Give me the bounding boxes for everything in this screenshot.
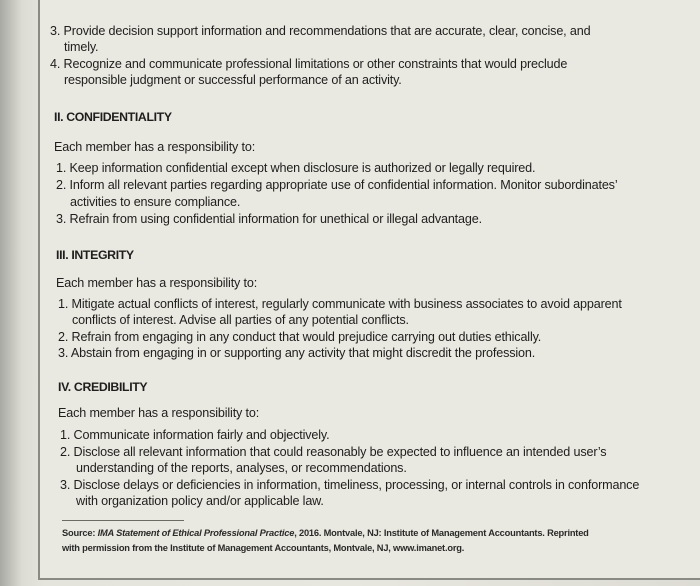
section-heading-integrity: III. INTEGRITY [56,248,134,262]
list-item: 1. Mitigate actual conflicts of interest, regularly communicate with business associates to avoid apparent [58,297,622,311]
source-title: IMA Statement of Ethical Professional Practice [97,528,295,538]
section-heading-confidentiality: II. CONFIDENTIALITY [54,110,172,124]
list-item-continuation: with organization policy and/or applicable law. [76,494,324,508]
list-item: 3. Refrain from using confidential information for unethical or illegal advantage. [56,212,482,226]
list-item: 1. Communicate information fairly and objectively. [60,428,330,442]
source-divider [62,520,184,521]
section-intro: Each member has a responsibility to: [56,276,258,290]
list-item: 2. Refrain from engaging in any conduct that would prejudice carrying out duties ethically. [58,330,542,344]
list-item-4-line1: 4. Recognize and communicate professional limitations or other constraints that would preclude [50,57,568,71]
document-box [38,0,700,580]
section-intro: Each member has a responsibility to: [58,406,260,420]
list-item-continuation: conflicts of interest. Advise all parties of any potential conflicts. [72,313,409,327]
source-citation-line2: with permission from the Institute of Management Accountants, Montvale, NJ, www.imanet.org. [62,543,465,553]
list-item: 1. Keep information confidential except when disclosure is authorized or legally required. [56,161,536,175]
list-item-3-line2: timely. [64,40,99,54]
section-heading-credibility: IV. CREDIBILITY [58,380,148,394]
list-item: 2. Disclose all relevant information that could reasonably be expected to influence an intended user’s [60,445,607,459]
list-item-4-line2: responsible judgment or successful performance of an activity. [64,73,402,87]
source-details: , 2016. Montvale, NJ: Institute of Management Accountants. Reprinted [294,528,589,538]
list-item-continuation: understanding of the reports, analyses, or recommendations. [76,461,407,475]
source-citation-line1 [62,528,589,538]
list-item-3-line1: 3. Provide decision support information and recommendations that are accurate, clear, concise, and [50,24,591,38]
source-prefix: Source: [62,528,98,538]
list-item: 3. Abstain from engaging in or supporting any activity that might discredit the profession. [58,346,536,360]
list-item: 2. Inform all relevant parties regarding appropriate use of confidential information. Monitor subordinates’ [56,178,618,192]
section-intro: Each member has a responsibility to: [54,140,256,154]
list-item-continuation: activities to ensure compliance. [70,195,241,209]
list-item: 3. Disclose delays or deficiencies in information, timeliness, processing, or internal controls in conformance [60,478,640,492]
